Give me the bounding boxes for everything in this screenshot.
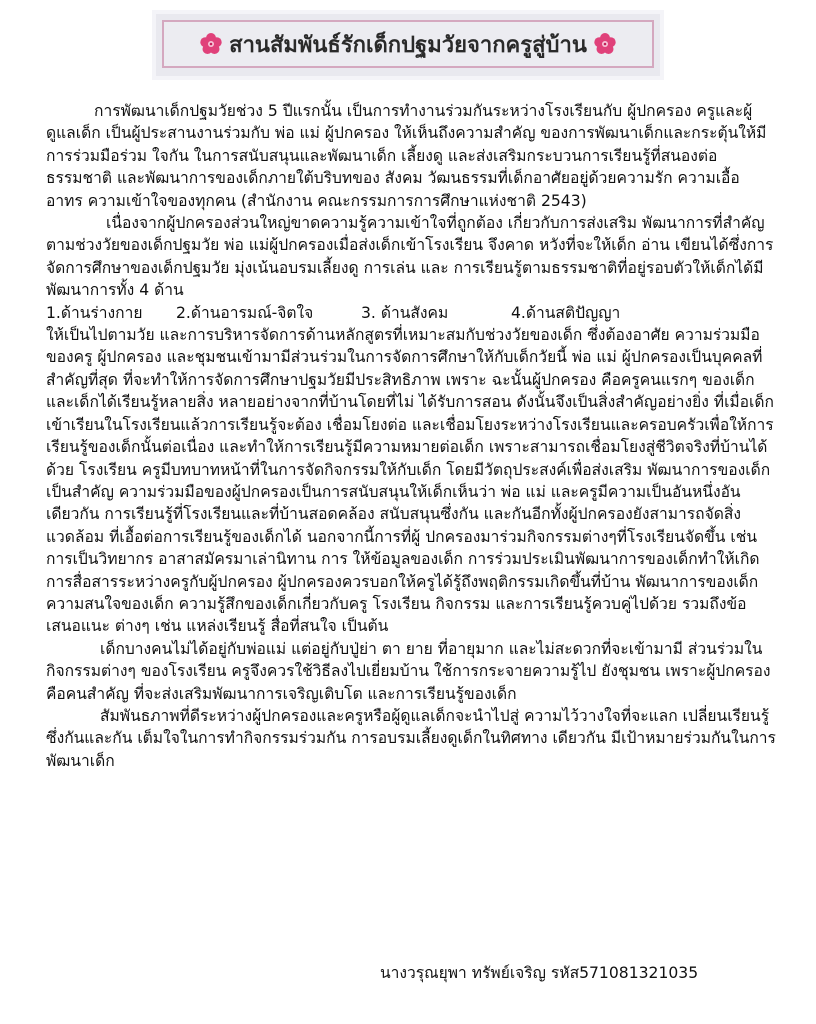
paragraph-intro: การพัฒนาเด็กปฐมวัยช่วง 5 ปีแรกนั้น เป็นการทำงานร่วมกันระหว่างโรงเรียนกับ ผู้ปกครอง ครูและผู้ดูแลเด็ก เป็นผู้ประสานงานร่วมกับ พ่อ แม่ ผู้ปกครอง ให้เห็นถึงความสำคัญ ของการพัฒนาเด็กและกระตุ้นให้มีการร่วมมือร่วม ใจกัน ในการสนับสนุนและพัฒนาเด็ก เลี้ยงดู และส่งเสริมกระบวนการเรียนรู้ที่สนองต่อธรรมชาติ และพัฒนาการของเด็กภายใต้บริบทของ สังคม วัฒนธรรมที่เด็กอาศัยอยู่ด้วยความรัก ความเอื้ออาทร ความเข้าใจของทุกคน (สำนักงาน คณะกรรมการการศึกษาแห่งชาติ 2543) — [46, 102, 767, 210]
paragraph-relationship: สัมพันธภาพที่ดีระหว่างผู้ปกครองและครูหรือผู้ดูแลเด็กจะนำไปสู่ ความไว้วางใจที่จะแลก เปลี่ยนเรียนรู้ซึ่งกันและกัน เต็มใจในการทำกิจกรรมร่วมกัน การอบรมเลี้ยงดูเด็กในทิศทาง เดียวกัน มีเป้าหมายร่วมกันในการพัฒนาเด็ก — [46, 706, 776, 770]
hibiscus-flower-icon — [199, 32, 223, 56]
paragraph-cooperation: ให้เป็นไปตามวัย และการบริหารจัดการด้านหลักสูตรที่เหมาะสมกับช่วงวัยของเด็ก ซึ่งต้องอาศัย ความร่วมมือของครู ผู้ปกครอง และชุมชนเข้ามามีส่วนร่วมในการจัดการศึกษาให้กับเด็กวัยนี้ พ่อ แม่ ผู้ปกครองเป็นบุคคลที่สำคัญที่สุด ที่จะทำให้การจัดการศึกษาปฐมวัยมีประสิทธิภาพ เพราะ ฉะนั้นผู้ปกครอง คือครูคนแรกๆ ของเด็กและเด็กได้เรียนรู้หลายสิ่ง หลายอย่างจากที่บ้านโดยที่ไม่ ได้รับการสอน ดังนั้นจึงเป็นสิ่งสำคัญอย่างยิ่ง ที่เมื่อเด็กเข้าเรียนในโรงเรียนแล้วการเรียนรู้จะต้อง เชื่อมโยงต่อ และเชื่อมโยงระหว่างโรงเรียนและครอบครัวเพื่อให้การเรียนรู้ของเด็กนั้นต่อเนื่อง และทำให้การเรียนรู้มีความหมายต่อเด็ก เพราะสามารถเชื่อมโยงสู่ชีวิตจริงที่บ้านได้ด้วย โรงเรียน ครูมีบทบาทหน้าที่ในการจัดกิจกรรมให้กับเด็ก โดยมีวัตถุประสงค์เพื่อส่งเสริม พัฒนาการของเด็กเป็นสำคัญ ความร่วมมือของผู้ปกครองเป็นการสนับสนุนให้เด็กเห็นว่า พ่อ แม่ และครูมีความเป็นอันหนึ่งอันเดียวกัน การเรียนรู้ที่โรงเรียนและที่บ้านสอดคล้อง สนับสนุนซึ่งกัน และกันอีกทั้งผู้ปกครองยังสามารถจัดสิ่งแวดล้อม ที่เอื้อต่อการเรียนรู้ของเด็กได้ นอกจากนี้การที่ผู้ ปกครองมาร่วมกิจกรรมต่างๆที่โรงเรียนจัดขึ้น เช่น การเป็นวิทยากร อาสาสมัครมาเล่านิทาน การ ให้ข้อมูลของเด็ก การร่วมประเมินพัฒนาการของเด็กทำให้เกิดการสื่อสารระหว่างครูกับผู้ปกครอง ผู้ปกครองควรบอกให้ครูได้รู้ถึงพฤติกรรมเกิดขึ้นที่บ้าน พัฒนาการของเด็ก ความสนใจของเด็ก ความรู้สึกของเด็กเกี่ยวกับครู โรงเรียน กิจกรรม และการเรียนรู้ควบคู่ไปด้วย รวมถึงข้อเสนอแนะ ต่างๆ เช่น แหล่งเรียนรู้ สื่อที่สนใจ เป็นต้น — [46, 326, 774, 636]
article-body — [46, 100, 776, 772]
title-banner — [152, 10, 664, 80]
list-item: 2.ด้านอารมณ์-จิตใจ — [176, 303, 314, 322]
list-item: 4.ด้านสติปัญญา — [511, 303, 621, 322]
list-item: 1.ด้านร่างกาย — [46, 303, 143, 322]
hibiscus-flower-icon — [593, 32, 617, 56]
development-list — [46, 302, 776, 324]
paragraph-parents-knowledge: เนื่องจากผู้ปกครองส่วนใหญ่ขาดความรู้ความเข้าใจที่ถูกต้อง เกี่ยวกับการส่งเสริม พัฒนาการที่สำคัญตามช่วงวัยของเด็กปฐมวัย พ่อ แม่ผู้ปกครองเมื่อส่งเด็กเข้าโรงเรียน จึงคาด หวังที่จะให้เด็ก อ่าน เขียนได้ซึ่งการจัดการศึกษาของเด็กปฐมวัย มุ่งเน้นอบรมเลี้ยงดู การเล่น และ การเรียนรู้ตามธรรมชาติที่อยู่รอบตัวให้เด็กได้มีพัฒนาการทั้ง 4 ด้าน — [46, 214, 774, 300]
page-title: สานสัมพันธ์รักเด็กปฐมวัยจากครูสู่บ้าน — [229, 32, 587, 58]
list-item: 3. ด้านสังคม — [361, 303, 449, 322]
paragraph-home-visit: เด็กบางคนไม่ได้อยู่กับพ่อแม่ แต่อยู่กับปู่ย่า ตา ยาย ที่อายุมาก และไม่สะดวกที่จะเข้ามามี ส่วนร่วมในกิจกรรมต่างๆ ของโรงเรียน ครูจึงควรใช้วิธีลงไปเยี่ยมบ้าน ใช้การกระจายความรู้ไป ยังชุมชน เพราะผู้ปกครองคือคนสำคัญ ที่จะส่งเสริมพัฒนาการเจริญเติบโต และการเรียนรู้ของเด็ก — [46, 639, 771, 703]
title-frame — [162, 20, 654, 68]
author-signature: นางวรุณยุพา ทรัพย์เจริญ รหัส571081321035 — [380, 964, 699, 982]
